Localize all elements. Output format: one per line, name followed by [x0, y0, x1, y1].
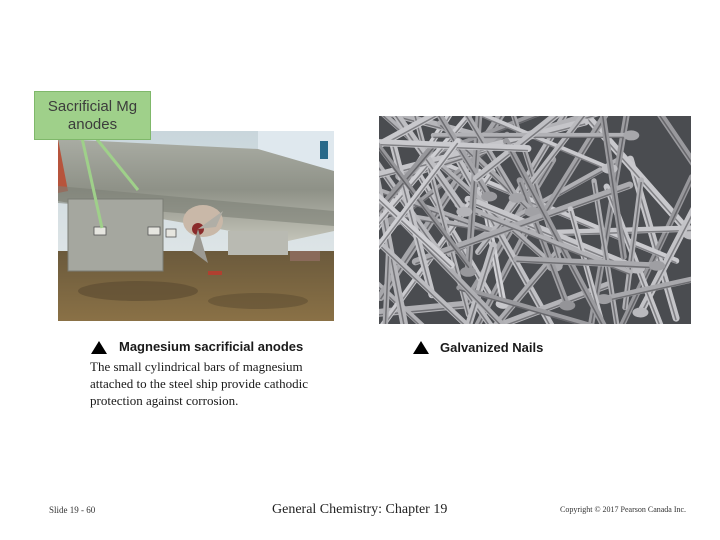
footer-title: General Chemistry: Chapter 19 — [272, 502, 448, 517]
callout-line-2: anodes — [67, 115, 118, 133]
nail-head — [649, 261, 665, 271]
galvanized-nails-photo — [379, 116, 691, 324]
mg-caption-description: The small cylindrical bars of magnesium attached to the steel ship provide cathodic protection against corrosion. — [90, 359, 309, 408]
copyright-notice: Copyright © 2017 Pearson Canada Inc. — [560, 505, 687, 514]
ship-hull-photo — [58, 131, 334, 321]
nail-head — [509, 193, 525, 203]
nail-head — [456, 207, 472, 217]
slide-number: Slide 19 - 60 — [49, 505, 96, 515]
nails-caption-title: Galvanized Nails — [440, 340, 544, 355]
callout-line-1: Sacrificial Mg — [47, 97, 138, 115]
callout-label-sacrificial-anodes — [34, 91, 151, 140]
nail-head — [460, 267, 476, 277]
nail-head — [632, 307, 648, 317]
nail-head — [481, 191, 497, 201]
nail-head — [623, 130, 639, 140]
caption-triangle-icon — [413, 341, 429, 354]
caption-triangle-icon — [91, 341, 107, 354]
nail-head — [559, 301, 575, 311]
mg-caption-title: Magnesium sacrificial anodes — [119, 339, 304, 354]
